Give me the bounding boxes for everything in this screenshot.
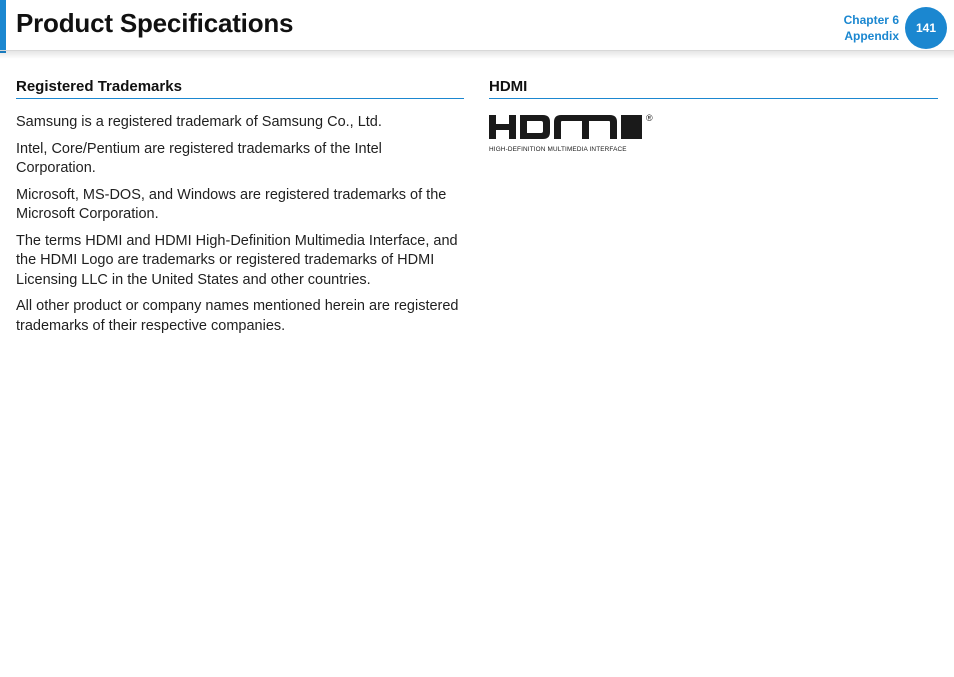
trademarks-heading: Registered Trademarks — [16, 78, 464, 99]
chapter-indicator — [844, 12, 899, 44]
chapter-label: Chapter 6 — [843, 13, 899, 27]
trademark-paragraph: Microsoft, MS-DOS, and Windows are registered trademarks of the Microsoft Corporation. — [16, 186, 447, 222]
page-title: Product Specifications — [16, 8, 294, 38]
header-divider — [0, 50, 954, 59]
trademark-paragraph: Intel, Core/Pentium are registered trademarks of the Intel Corporation. — [16, 140, 382, 176]
hdmi-heading: HDMI — [489, 78, 938, 99]
trademark-paragraph: The terms HDMI and HDMI High-Definition Multimedia Interface, and the HDMI Logo are trademarks or registered trademarks of HDMI Licensing LLC in the United States and other countries. — [16, 232, 458, 288]
hdmi-logo — [489, 112, 659, 154]
svg-text:®: ® — [646, 113, 653, 123]
trademark-paragraph: All other product or company names mentioned herein are registered trademarks of their respective companies. — [16, 298, 459, 334]
trademarks-section — [16, 78, 464, 336]
chapter-name: Appendix — [844, 29, 899, 43]
header-accent-bar — [0, 0, 6, 53]
trademark-paragraph: Samsung is a registered trademark of Samsung Co., Ltd. — [16, 114, 382, 130]
page-number-badge — [905, 7, 947, 49]
hdmi-section — [489, 78, 938, 154]
hdmi-logo-graphic — [489, 112, 659, 154]
page-number: 141 — [915, 21, 937, 35]
svg-text:HIGH-DEFINITION MULTIMEDIA INT: HIGH-DEFINITION MULTIMEDIA INTERFACE — [489, 146, 627, 153]
